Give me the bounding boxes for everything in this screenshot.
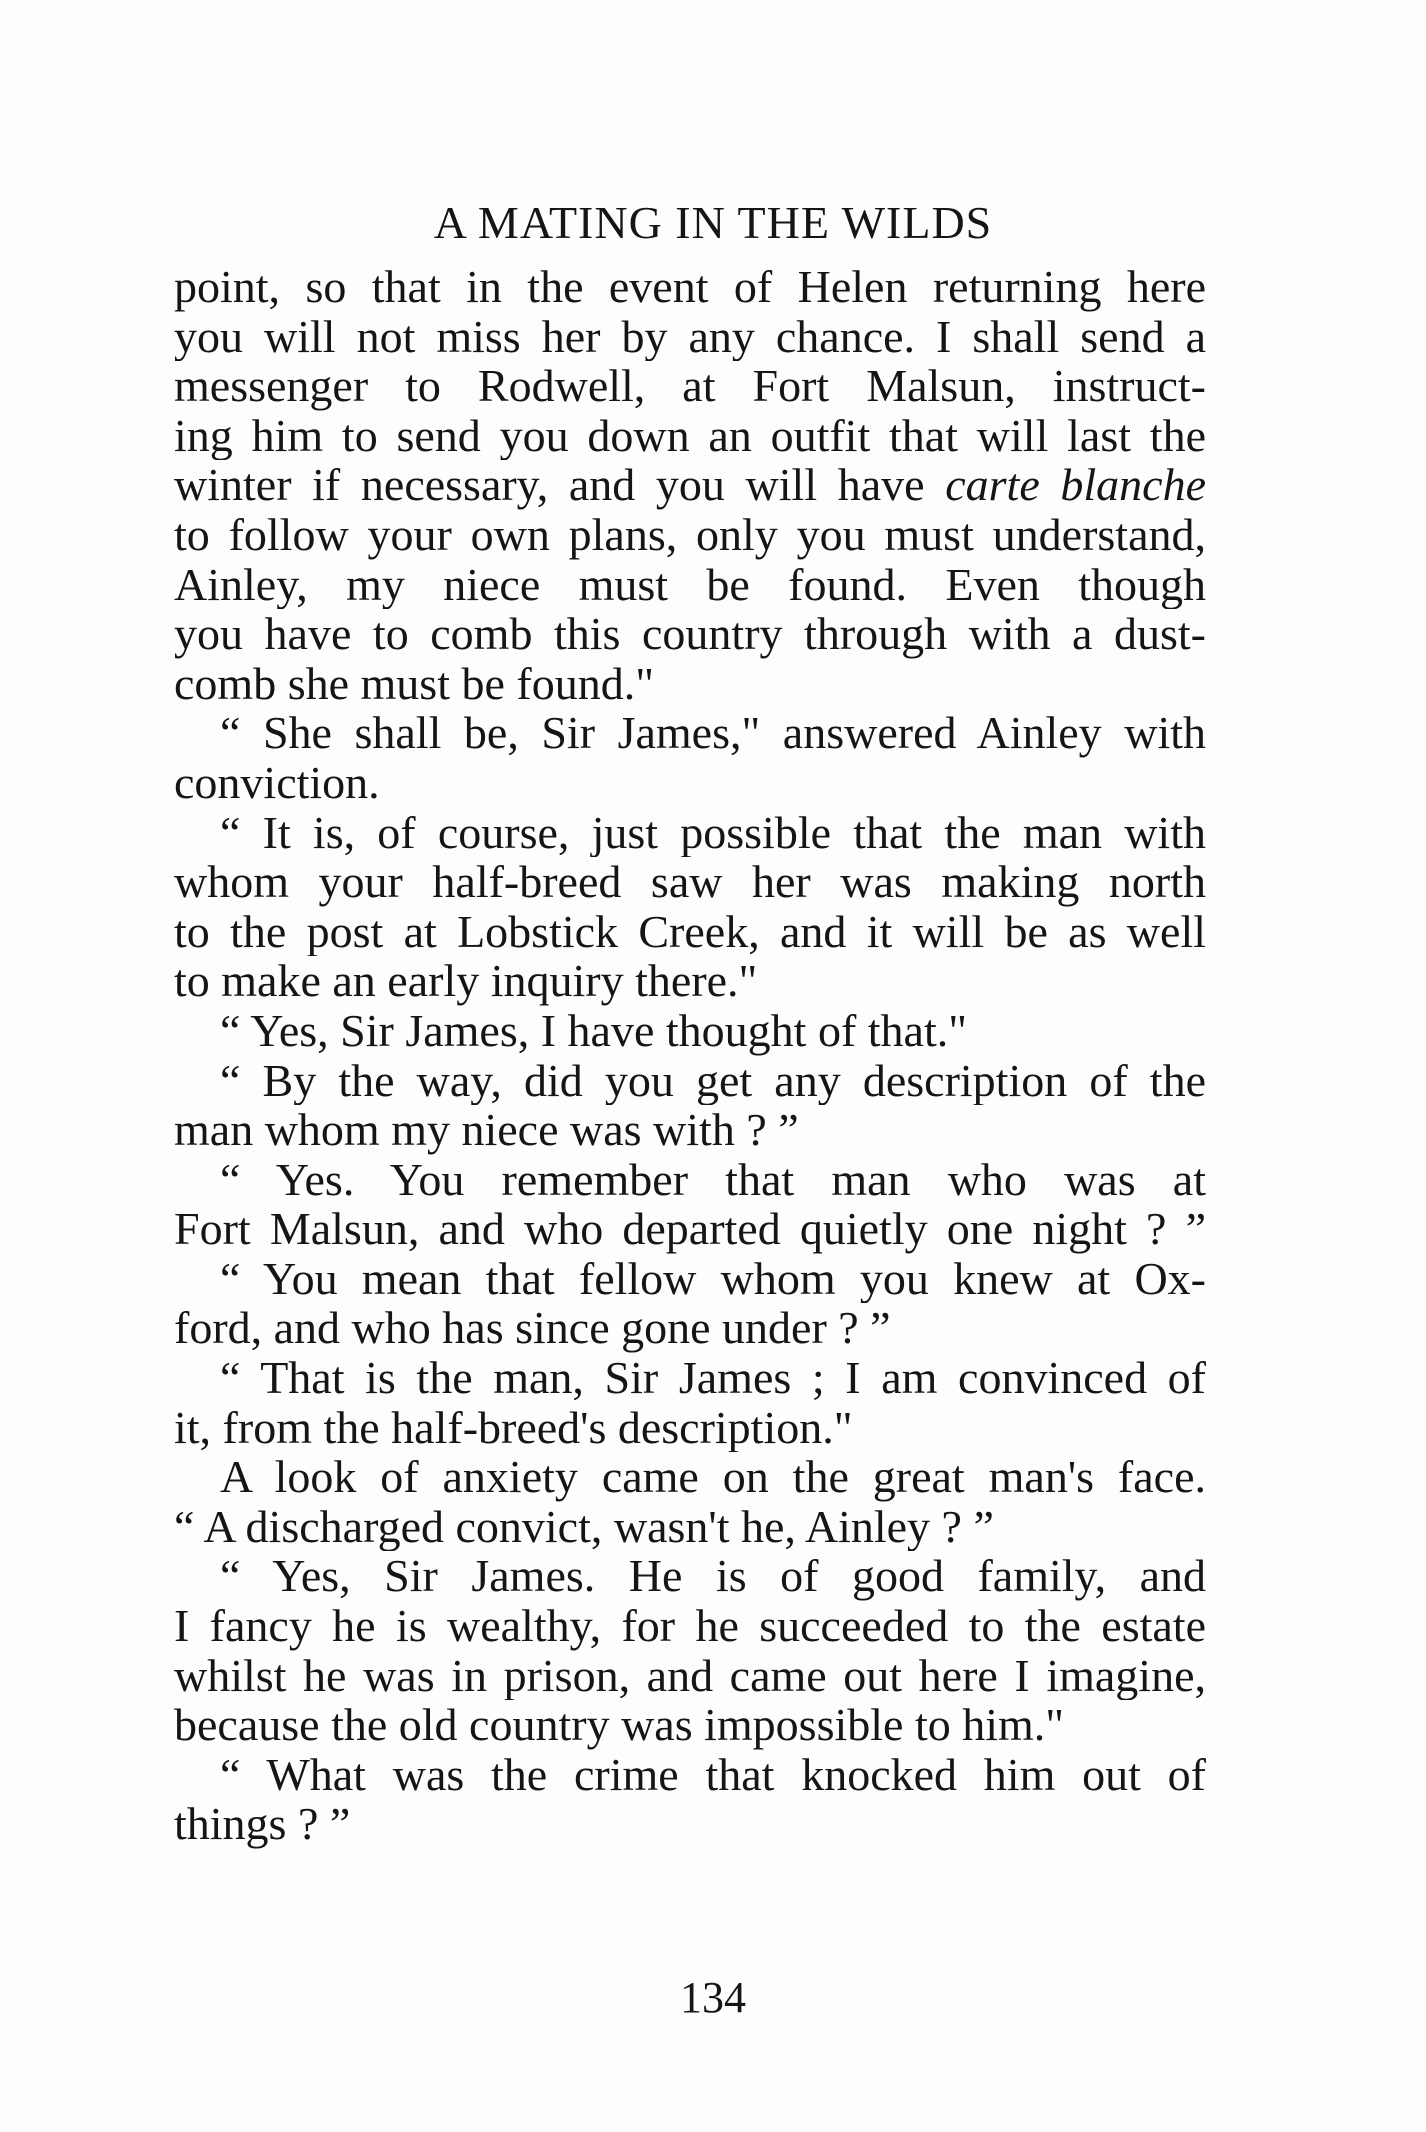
text-line: whom your half-breed saw her was making north xyxy=(174,857,1206,907)
text-line: to make an early inquiry there." xyxy=(174,956,758,1006)
text-line-with-italic xyxy=(174,460,1206,510)
line-text: winter if necessary, and you will have xyxy=(174,460,946,510)
text-line: it, from the half-breed's description." xyxy=(174,1402,853,1453)
text-line: messenger to Rodwell, at Fort Malsun, instruct- xyxy=(174,361,1206,411)
text-line: “ Yes. You remember that man who was at xyxy=(220,1154,1206,1205)
text-line: “ Yes, Sir James. He is of good family, and xyxy=(220,1551,1206,1602)
text-line: “ That is the man, Sir James ; I am convinced of xyxy=(220,1353,1206,1403)
text-line: “ She shall be, Sir James," answered Ainley with xyxy=(220,708,1206,758)
text-line: “ You mean that fellow whom you knew at Ox- xyxy=(220,1253,1206,1304)
text-line: ford, and who has since gone under ? ” xyxy=(174,1303,891,1354)
text-line: because the old country was impossible to him." xyxy=(174,1700,1065,1750)
italic-phrase: carte blanche xyxy=(945,460,1206,510)
body-text xyxy=(174,262,1206,1849)
text-line: I fancy he is wealthy, for he succeeded to the estate xyxy=(174,1601,1206,1651)
text-line: “ It is, of course, just possible that the man with xyxy=(220,807,1206,858)
text-line: man whom my niece was with ? ” xyxy=(174,1105,799,1155)
text-line: Ainley, my niece must be found. Even though xyxy=(174,559,1206,610)
text-line: ing him to send you down an outfit that will last the xyxy=(174,410,1206,461)
text-line: you have to comb this country through with a dust- xyxy=(174,609,1206,659)
text-line: you will not miss her by any chance. I shall send a xyxy=(174,311,1206,362)
text-line: comb she must be found." xyxy=(174,658,654,709)
text-line: Fort Malsun, and who departed quietly one night ? ” xyxy=(174,1204,1206,1254)
running-head: A MATING IN THE WILDS xyxy=(433,197,993,248)
text-line: “ What was the crime that knocked him out of xyxy=(220,1749,1206,1800)
text-line: conviction. xyxy=(174,757,380,808)
text-line: “ By the way, did you get any description of the xyxy=(220,1055,1206,1106)
text-line: A look of anxiety came on the great man's face. xyxy=(220,1452,1206,1502)
text-line: “ A discharged convict, wasn't he, Ainley ? ” xyxy=(174,1501,994,1552)
text-line: to the post at Lobstick Creek, and it will be as well xyxy=(174,906,1206,957)
text-line: to follow your own plans, only you must understand, xyxy=(174,509,1206,560)
text-line: things ? ” xyxy=(174,1799,351,1849)
text-line: whilst he was in prison, and came out here I imagine, xyxy=(174,1650,1206,1701)
text-line: point, so that in the event of Helen returning here xyxy=(174,262,1206,312)
text-line: “ Yes, Sir James, I have thought of that." xyxy=(220,1005,968,1056)
page-number: 134 xyxy=(680,1973,746,2022)
